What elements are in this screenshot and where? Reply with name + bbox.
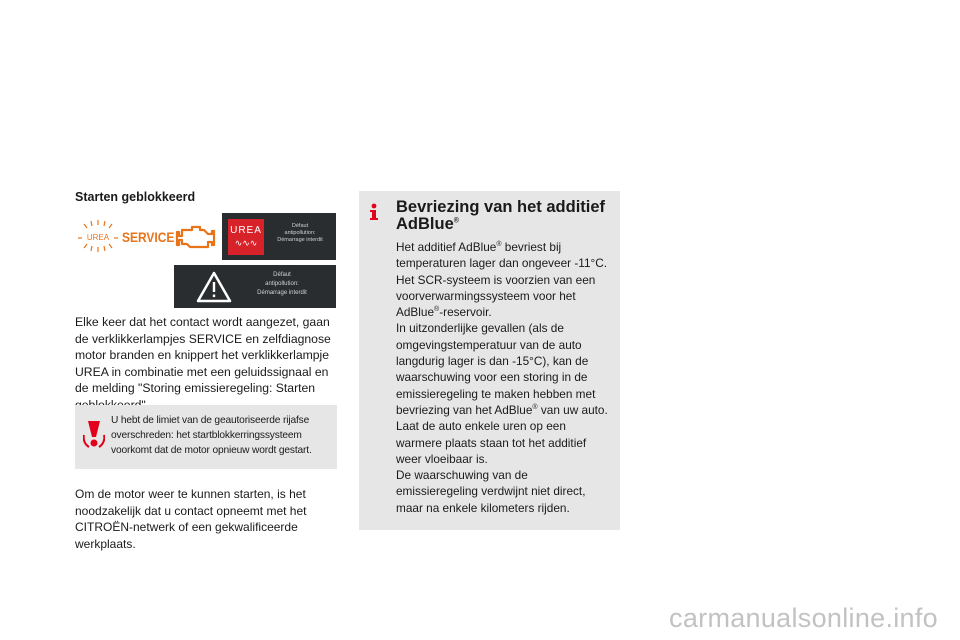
section-title: Starten geblokkeerd	[75, 190, 196, 204]
warning-lamps	[78, 218, 218, 254]
info-icon	[367, 203, 381, 221]
warning-note	[75, 405, 337, 469]
info-body	[396, 239, 616, 516]
display-urea-fault	[222, 213, 336, 260]
screen-message	[234, 271, 330, 298]
exclamation-icon	[83, 419, 105, 449]
paragraph-restart: Om de motor weer te kunnen starten, is het noodzakelijk dat u contact opneemt met het CITROËN-netwerk of een gekwalificeerde werkplaats.	[75, 487, 307, 551]
urea-screen-label: UREA	[230, 225, 262, 236]
screen-message	[270, 223, 330, 244]
urea-lamp-label: UREA	[86, 233, 110, 242]
info-line: emissieregeling te maken hebben met	[396, 386, 596, 401]
info-line: emissieregeling verdwijnt niet direct,	[396, 484, 586, 499]
engine-check-icon	[177, 227, 214, 247]
info-line: langdurig lager is dan -15°C), kan de	[396, 354, 589, 369]
info-line: voorverwarmingssysteem voor het	[396, 288, 576, 303]
paragraph-start-blocked: Elke keer dat het contact wordt aangezet, gaan de verklikkerlampjes SERVICE en zelfdiagnose motor branden en knippert het verklikkerlampje UREA in combinatie met een geluidssignaal en de melding "Storing emissieregeling: Starten	[75, 315, 331, 396]
screen-message-line: Démarrage interdit	[257, 290, 307, 296]
screen-message-line: antipollution:	[284, 230, 316, 236]
info-line: AdBlue®-reservoir.	[396, 305, 492, 320]
info-line: weer vloeibaar is.	[396, 451, 488, 466]
info-line: temperaturen lager dan ongeveer -11°C.	[396, 256, 608, 271]
warning-note-text: U hebt de limiet van de geautoriseerde rijafse overschreden: het startblokkerringssysteem voorkomt dat de motor opnieuw wordt gestart.	[111, 415, 312, 456]
info-line: Het additief AdBlue® bevriest bij	[396, 240, 562, 254]
display-warning-fault	[174, 265, 336, 308]
info-line: bevriezing van het AdBlue® van uw auto.	[396, 402, 608, 417]
warning-triangle-icon	[196, 271, 232, 303]
watermark: carmanualsonline.info	[669, 603, 938, 633]
screen-message-line: Défaut	[291, 223, 309, 229]
info-line: Laat de auto enkele uren op een	[396, 419, 566, 434]
info-line: maar na enkele kilometers rijden.	[396, 500, 570, 515]
screen-message-line: antipollution:	[265, 281, 299, 287]
info-line: omgevingstemperatuur van de auto	[396, 337, 582, 352]
screen-message-line: Défaut	[273, 272, 291, 278]
urea-screen-icon: UREA ∿∿∿	[228, 219, 264, 255]
info-line: waarschuwing voor een storing in de	[396, 370, 588, 385]
screen-message-line: Démarrage interdit	[277, 237, 323, 243]
info-line: Het SCR-systeem is voorzien van een	[396, 272, 596, 287]
info-line: In uitzonderlijke gevallen (als de	[396, 321, 564, 336]
info-box-adblue	[359, 191, 620, 530]
service-lamp-label: SERVICE	[122, 229, 175, 246]
info-line: De waarschuwing van de	[396, 468, 528, 483]
info-line: warmere plaats staan tot het additief	[396, 435, 587, 450]
info-title: Bevriezing van het additief AdBlue®	[396, 198, 606, 233]
